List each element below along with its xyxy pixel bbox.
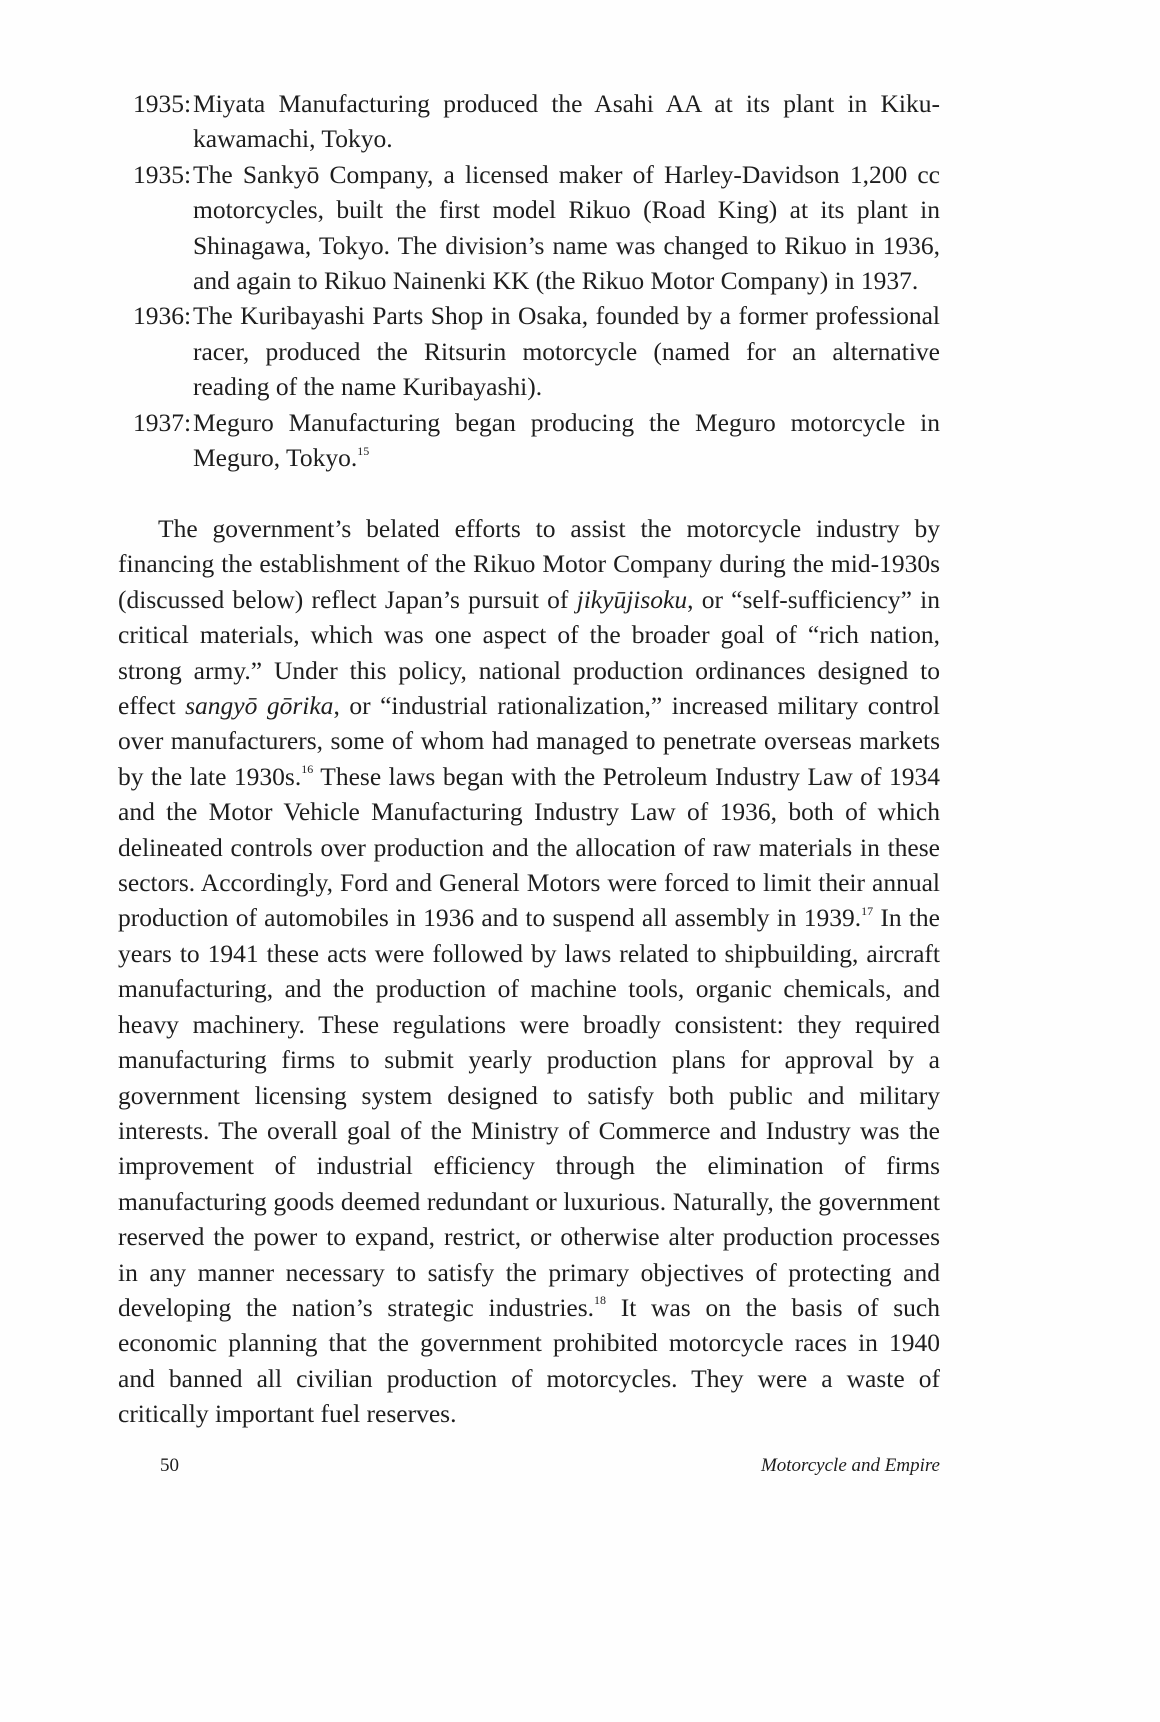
paragraph-text: , or “self-sufficiency” in critical materials, which was one aspect of the broader goal of “rich nation, strong army.” Under this policy, national production ordinances designed to effect [118, 584, 940, 721]
italic-term-jikyujisoku: jikyūjisoku [576, 584, 688, 614]
entry-text: Miyata Manufacturing produced the Asahi AA at its plant in Kiku-kawamachi, Tokyo. [193, 89, 940, 154]
chronology-entry [118, 405, 940, 476]
paragraph-text: These laws began with the Petroleum Industry Law of 1934 and the Motor Vehicle Manufacturing Industry Law of 1936, both of which delineated controls over production and the allocation of raw materials in these sectors. Accordingly, Ford and General Motors were forced to limit their annual production of automobiles in 1936 and to suspend all assembly in 1939. [118, 761, 940, 933]
paragraph-text: The government’s belated efforts to assist the motorcycle industry by financing the establishment of the Rikuo Motor Company during the mid-1930s (discussed below) reflect Japan’s pursuit of [118, 514, 940, 614]
entry-text: Meguro Manufacturing began producing the Meguro motorcycle in Meguro, Tokyo. [193, 407, 940, 473]
paragraph-text: In the years to 1941 these acts were followed by laws related to shipbuilding, aircraft manufacturing, and the production of machine tools, organic chemicals, and heavy machinery. These regulations were broadly consistent: they required manufacturing firms to submit yearly production plans for approval by a government licensing system designed to satisfy both public and military interests. The overall goal of the Ministry of Commerce and Industry was the improvement of industrial efficiency through the elimination of firms manufacturing goods deemed redundant or luxurious. Naturally, the government reserved the power to expand, restrict, or otherwise alter production processes in any manner necessary to satisfy the primary objectives of protecting and developing the nation’s strategic industries. [118, 903, 940, 1322]
chronology-entry [118, 157, 940, 299]
footnote-ref-15[interactable]: 15 [357, 443, 370, 458]
footnote-ref-17[interactable]: 17 [861, 903, 874, 918]
entry-text: The Kuribayashi Parts Shop in Osaka, founded by a former professional racer, produced the Ritsurin motorcycle (named for an alternative reading of the name Kuribayashi). [193, 301, 940, 402]
italic-term-sangyo-gorika: sangyō gōrika [185, 691, 334, 721]
entry-year: 1935: [133, 89, 192, 118]
chronology-entry [118, 86, 940, 157]
body-paragraph [118, 511, 940, 1432]
entry-year: 1937: [133, 407, 192, 437]
entry-year: 1936: [133, 301, 192, 331]
chronology-entry [118, 298, 940, 404]
chronology-list [118, 86, 940, 475]
entry-text-wrapper [193, 405, 940, 476]
footnote-ref-16[interactable]: 16 [301, 762, 314, 777]
running-title: Motorcycle and Empire [760, 1455, 940, 1476]
page-number: 50 [160, 1455, 179, 1476]
entry-text: The Sankyō Company, a licensed maker of Harley-Davidson 1,200 cc motorcycles, built the first model Rikuo (Road King) at its plant in Shinagawa, Tokyo. The division’s name was changed to Rikuo in 1936, and again to Rikuo Nainenki KK (the Rikuo Motor Company) in 1937. [193, 159, 940, 296]
entry-year: 1935: [133, 159, 192, 189]
paragraph-text: It was on the basis of such economic planning that the government prohibited motorcycle races in 1940 and banned all civilian production of motorcycles. They were a waste of critically important fuel reserves. [118, 1292, 940, 1429]
footnote-ref-18[interactable]: 18 [594, 1293, 607, 1308]
paragraph-text: , or “industrial rationalization,” increased military control over manufacturers, some of whom had managed to penetrate overseas markets by the late 1930s. [118, 691, 941, 791]
